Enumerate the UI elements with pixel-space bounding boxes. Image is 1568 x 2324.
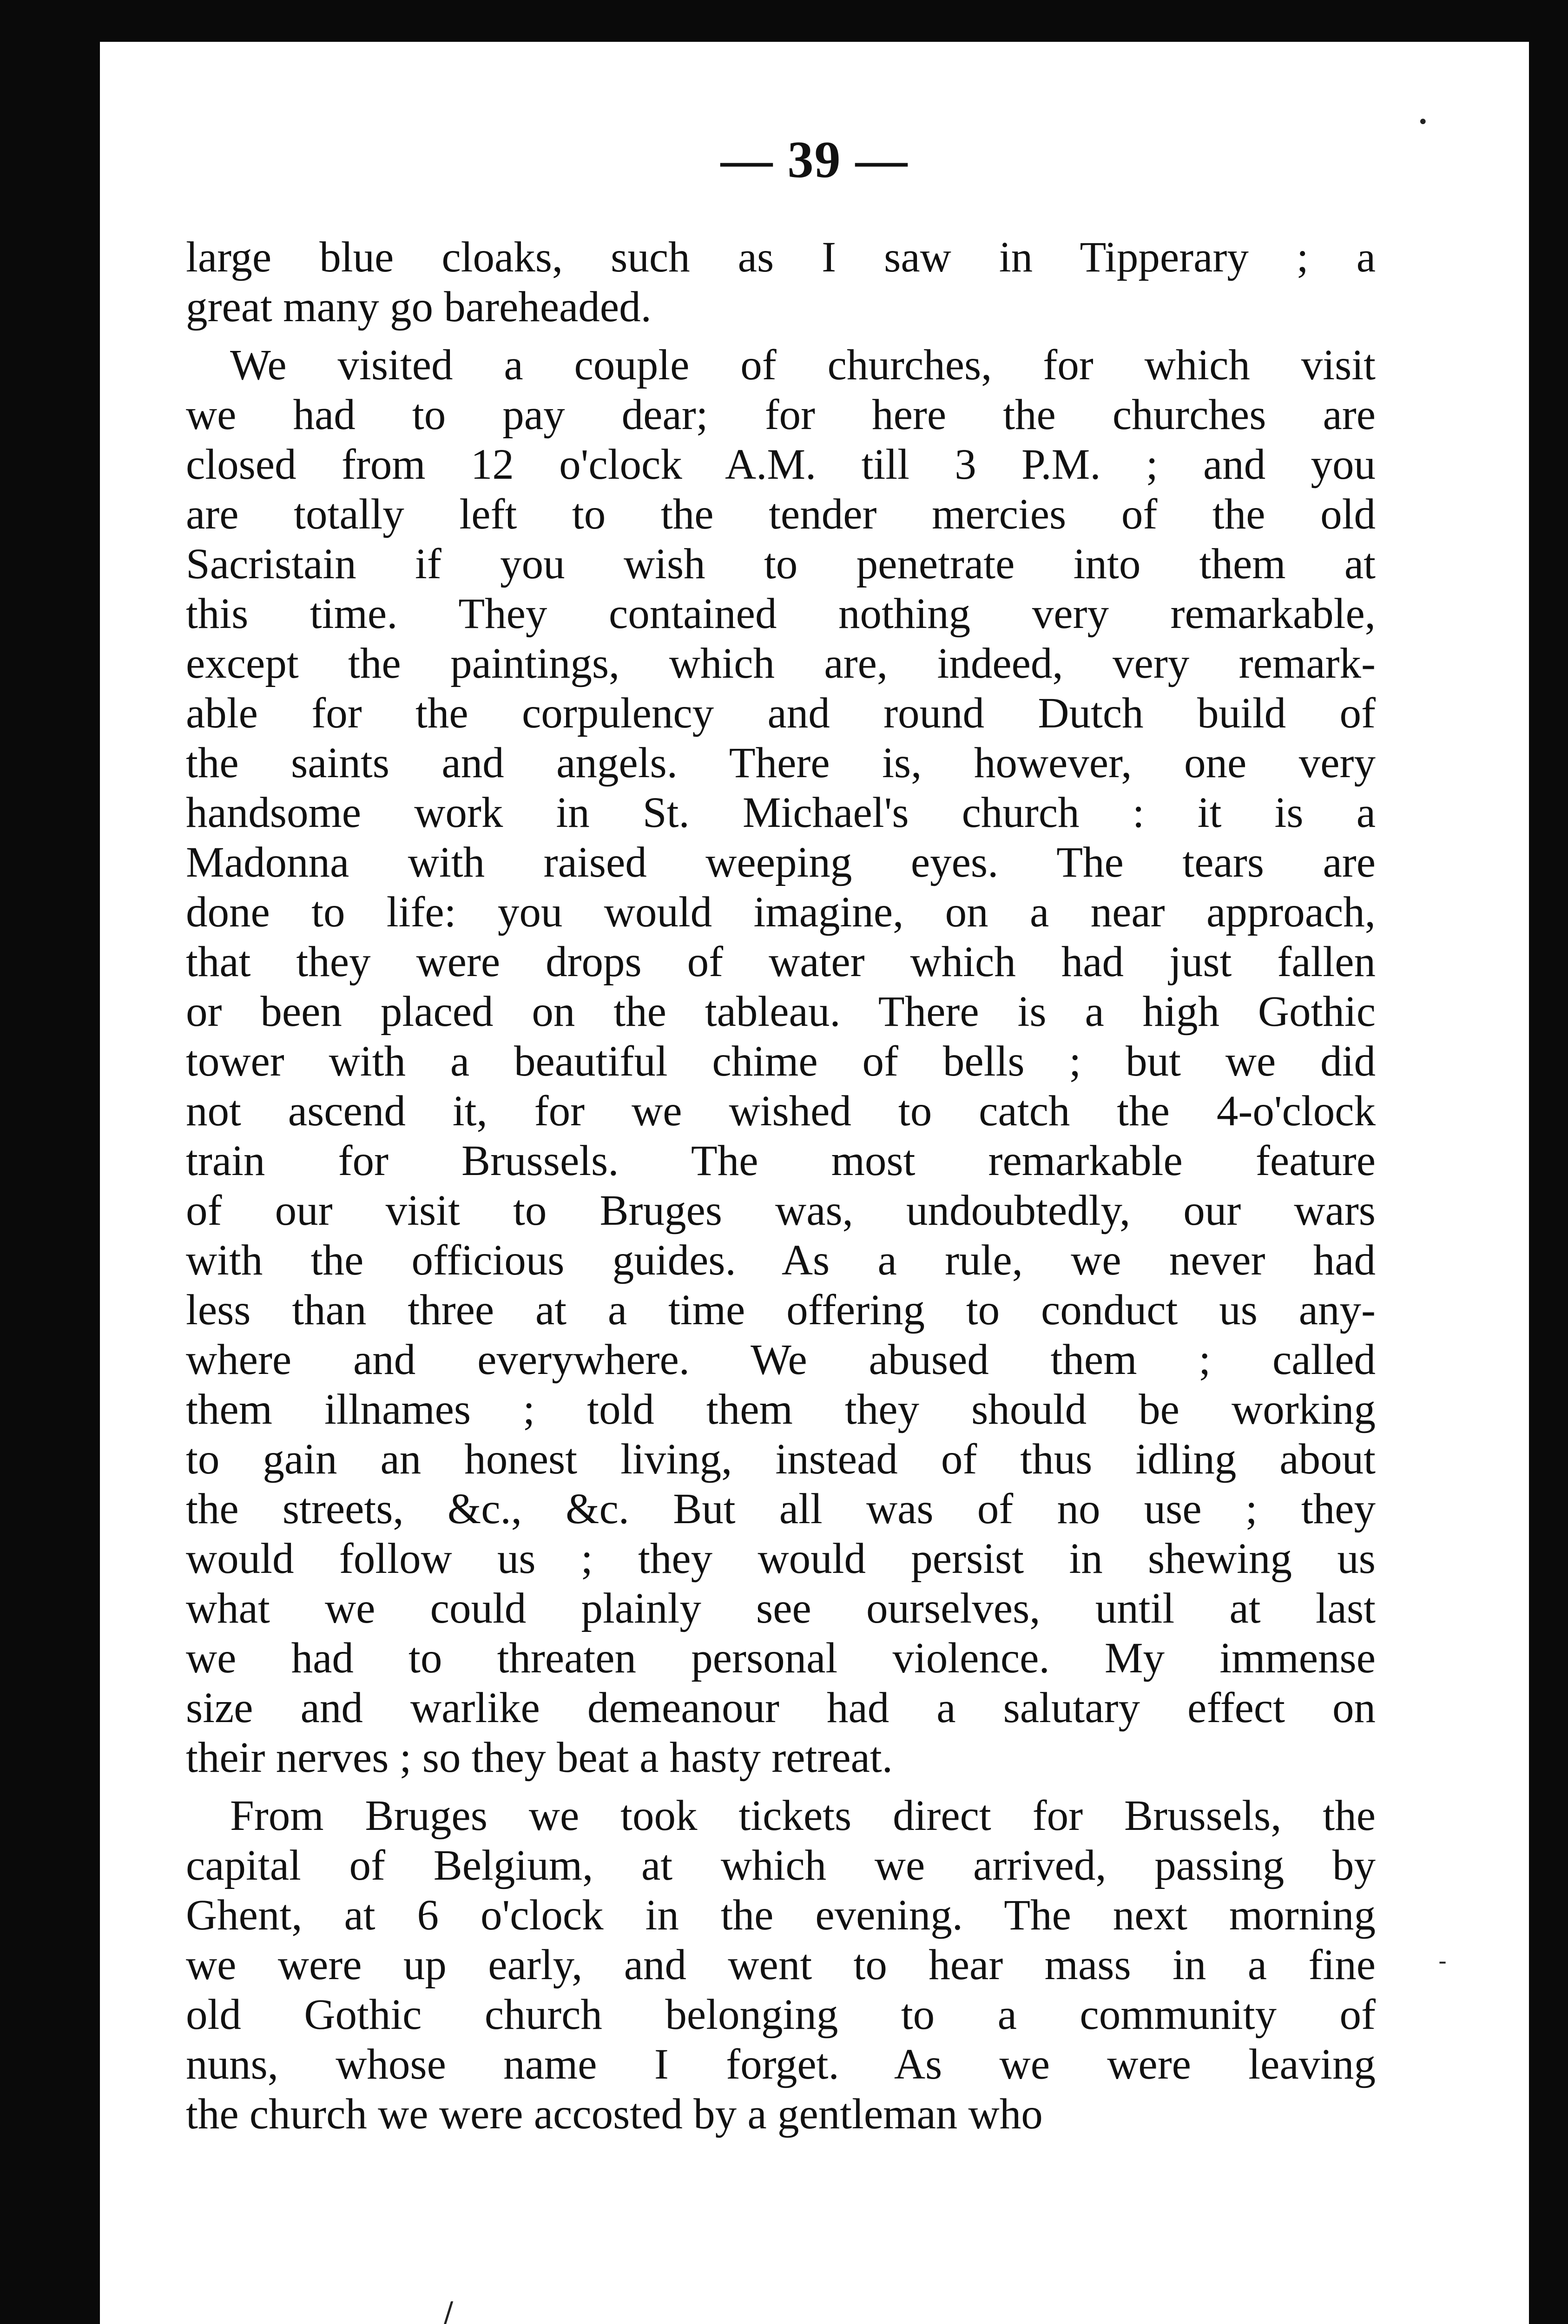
page-number: — 39 — xyxy=(720,131,909,189)
text-line: with the officious guides. As a rule, we never had xyxy=(186,1236,1376,1284)
text-line: except the paintings, which are, indeed, very remark- xyxy=(186,640,1376,687)
text-line: size and warlike demeanour had a salutary effect on xyxy=(186,1684,1376,1732)
text-line: this time. They contained nothing very remarkable, xyxy=(186,590,1376,638)
text-line: the saints and angels. There is, however, one very xyxy=(186,739,1376,787)
text-line: closed from 12 o'clock A.M. till 3 P.M. ; and you xyxy=(186,441,1376,489)
text-line: old Gothic church belonging to a community of xyxy=(186,1991,1376,2039)
paragraph xyxy=(186,1791,1376,2139)
text-line: them illnames ; told them they should be working xyxy=(186,1386,1376,1433)
paragraph xyxy=(186,232,1376,332)
text-line: done to life: you would imagine, on a near approach, xyxy=(186,888,1376,936)
text-line: that they were drops of water which had just fallen xyxy=(186,938,1376,986)
text-line: able for the corpulency and round Dutch build of xyxy=(186,689,1376,737)
text-line: we were up early, and went to hear mass in a fine xyxy=(186,1941,1376,1989)
text-line: From Bruges we took tickets direct for Brussels, the xyxy=(230,1792,1376,1840)
text-line: the streets, &c., &c. But all was of no use ; they xyxy=(186,1485,1376,1533)
body-text xyxy=(186,232,1376,2139)
text-line: the church we were accosted by a gentleman who xyxy=(186,2090,1043,2138)
book-page xyxy=(100,42,1529,2324)
text-line: train for Brussels. The most remarkable feature xyxy=(186,1137,1376,1185)
text-line: would follow us ; they would persist in shewing us xyxy=(186,1535,1376,1583)
text-line: their nerves ; so they beat a hasty retreat. xyxy=(186,1734,893,1782)
text-line: Sacristain if you wish to penetrate into them at xyxy=(186,540,1376,588)
text-line: large blue cloaks, such as I saw in Tipperary ; a xyxy=(186,233,1376,281)
text-line: are totally left to the tender mercies of the old xyxy=(186,490,1376,538)
text-line: Madonna with raised weeping eyes. The tears are xyxy=(186,838,1376,886)
scan-speck: - xyxy=(1438,1948,1447,1974)
text-line: what we could plainly see ourselves, until at last xyxy=(186,1585,1376,1632)
scan-speck: • xyxy=(1417,112,1429,133)
text-line: where and everywhere. We abused them ; called xyxy=(186,1336,1376,1384)
text-line: nuns, whose name I forget. As we were leaving xyxy=(186,2040,1376,2088)
text-line: capital of Belgium, at which we arrived, passing by xyxy=(186,1842,1376,1889)
scan-speck: / xyxy=(444,2296,454,2324)
text-line: we had to threaten personal violence. My immense xyxy=(186,1634,1376,1682)
text-line: Ghent, at 6 o'clock in the evening. The next morning xyxy=(186,1891,1376,1939)
text-line: not ascend it, for we wished to catch the 4-o'clock xyxy=(186,1087,1376,1135)
paragraph xyxy=(186,340,1376,1783)
text-line: We visited a couple of churches, for which visit xyxy=(230,341,1376,389)
text-line: great many go bareheaded. xyxy=(186,283,652,331)
text-line: we had to pay dear; for here the churches are xyxy=(186,391,1376,439)
text-line: to gain an honest living, instead of thus idling about xyxy=(186,1435,1376,1483)
text-line: tower with a beautiful chime of bells ; but we did xyxy=(186,1037,1376,1085)
text-line: handsome work in St. Michael's church : it is a xyxy=(186,789,1376,837)
text-line: of our visit to Bruges was, undoubtedly, our wars xyxy=(186,1187,1376,1235)
text-line: or been placed on the tableau. There is a high Gothic xyxy=(186,988,1376,1036)
text-line: less than three at a time offering to conduct us any- xyxy=(186,1286,1376,1334)
